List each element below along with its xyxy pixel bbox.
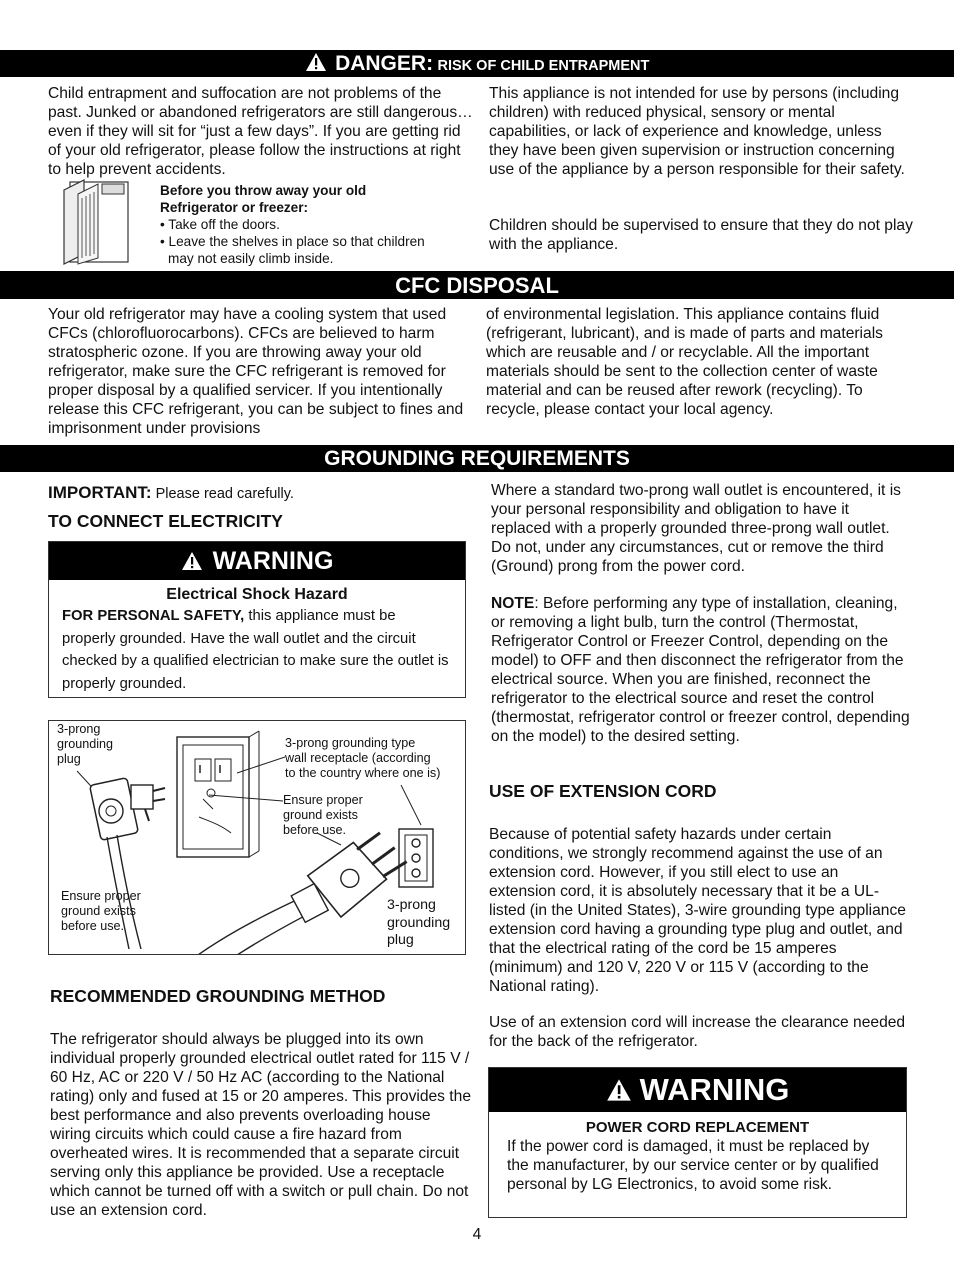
- danger-left-text: Child entrapment and suffocation are not problems of the past. Junked or abandoned refrigerators are still dangerous… even if they will sit for “just a few days”. If you are getting rid of your old refrigerator, please follow the instructions at right to help prevent accidents.: [48, 85, 473, 178]
- note-label: NOTE: [491, 595, 535, 612]
- important-line: [48, 483, 294, 504]
- danger-banner: [0, 50, 954, 77]
- cfc-right-text: of environmental legislation. This appliance contains fluid (refrigerant, lubricant), and is made of parts and materials which are reusable and / or recyclable. All the important materials should be sent to the collection center of waste material and can be reused after rework (recycling). To recycle, please contact your local agency.: [486, 306, 883, 418]
- label-line: Ensure proper: [283, 793, 363, 807]
- warning-bold-lead: FOR PERSONAL SAFETY,: [62, 608, 245, 624]
- label-line: 3-prong: [57, 722, 101, 736]
- warning-title: WARNING: [212, 546, 334, 575]
- label-line: before use.: [61, 919, 125, 933]
- label-line: 3-prong: [387, 897, 436, 913]
- method-text: The refrigerator should always be plugged into its own individual properly grounded electrical outlet rated for 115 V / 60 Hz, AC or 220 V / 50 Hz AC (according to the National rating) only and fused at 15 or 20 amperes. This provides the best performance and also prevents overloading house wiring circuits which could cause a fire hazard from overheated wires. It is recommended that a separate circuit serving only this appliance be provided. Use a receptacle which cannot be turned off with a switch or pull chain. Do not use an extension cord.: [50, 1031, 471, 1219]
- warning-subtitle: POWER CORD REPLACEMENT: [585, 1119, 810, 1136]
- label-line: plug: [387, 932, 414, 948]
- label-line: grounding: [387, 914, 451, 931]
- warning-triangle-icon: [305, 52, 327, 72]
- connect-heading: TO CONNECT ELECTRICITY: [48, 511, 283, 531]
- label-line: 3-prong grounding type: [285, 736, 416, 750]
- important-text: Please read carefully.: [151, 486, 294, 502]
- note-text: : Before performing any type of installation, cleaning, or removing a light bulb, turn the control (Thermostat, Refrigerator Control or Freezer Control, depending on the model) to OFF and then disconnect the refrigerator from the electrical source. When you are finished, reconnect the refrigerator to the electrical source and reset the control (thermostat, refrigerator control or freezer control, depending on the model) to the desired setting.: [491, 595, 910, 745]
- label-3prong-plug-right: [387, 897, 450, 950]
- grounding-title: GROUNDING REQUIREMENTS: [324, 447, 630, 470]
- warning-header: [49, 542, 465, 580]
- warning-header: [489, 1068, 906, 1112]
- page-number: 4: [472, 1226, 482, 1243]
- note-paragraph: [491, 594, 911, 746]
- label-line: wall receptacle (according: [285, 751, 431, 765]
- warning-box-power-cord: [488, 1067, 907, 1218]
- extension-text-1: Because of potential safety hazards under certain conditions, we strongly recommend against the use of an extension cord. However, if you still elect to use an extension cord, it is absolutely necessary that it be a UL-listed (in the United States), 3-wire grounding type appliance extension cord having a grounding type plug and outlet, and that the electrical rating of the cord be 15 amperes (minimum) and 120 V, 220 V or 115 V (according to the National rating).: [489, 826, 906, 995]
- danger-title: DANGER:: [335, 52, 434, 75]
- warning-body: this appliance must be properly grounded. Have the wall outlet and the circuit checked by a qualified electrician to make sure the outlet is properly grounded.: [62, 608, 449, 692]
- bullet-leave-shelves-cont: may not easily climb inside.: [168, 251, 334, 266]
- warning-body: If the power cord is damaged, it must be replaced by the manufacturer, by our service center or by qualified personal by LG Electronics, to avoid some risk.: [507, 1138, 879, 1193]
- extension-heading: USE OF EXTENSION CORD: [489, 781, 717, 801]
- label-line: plug: [57, 752, 81, 766]
- grounding-diagram: [48, 720, 466, 955]
- method-heading: RECOMMENDED GROUNDING METHOD: [50, 986, 386, 1006]
- extension-text-2: Use of an extension cord will increase the clearance needed for the back of the refrigerator.: [489, 1014, 906, 1050]
- label-line: ground exists: [61, 904, 136, 918]
- warning-title: WARNING: [639, 1072, 790, 1107]
- cfc-left-text: Your old refrigerator may have a cooling system that used CFCs (chlorofluorocarbons). CFCs are believed to harm stratospheric ozone. If you are throwing away your old refrigerator, make sure the CFC refrigerant is removed for proper disposal by a qualified servicer. If you intentionally release this CFC refrigerant, you can be subject to fines and imprisonment under provisions: [48, 306, 464, 437]
- label-wall-receptacle: [285, 736, 440, 781]
- warning-triangle-icon: [606, 1078, 632, 1102]
- grounding-right-text-1: Where a standard two-prong wall outlet is encountered, it is your personal responsibility and obligation to have it replaced with a properly grounded three-prong wall outlet. Do not, under any circumstances, cut or remove the third (Ground) prong from the power cord.: [491, 482, 901, 575]
- label-line: grounding: [57, 737, 114, 751]
- label-ensure-ground-bottom: [61, 889, 141, 934]
- label-line: Ensure proper: [61, 889, 141, 903]
- refrigerator-illustration: [60, 178, 142, 266]
- label-3prong-plug-left: [57, 722, 113, 767]
- cfc-title: CFC DISPOSAL: [395, 273, 559, 298]
- warning-triangle-icon: [181, 551, 203, 571]
- danger-right-text-2: Children should be supervised to ensure that they do not play with the appliance.: [489, 217, 913, 253]
- bullet-take-off-doors: • Take off the doors.: [160, 217, 280, 232]
- label-ensure-ground-top: [283, 793, 363, 838]
- label-line: before use.: [283, 823, 347, 837]
- warning-text: [49, 605, 465, 695]
- important-label: IMPORTANT:: [48, 483, 152, 502]
- throw-heading-1: Before you throw away your old: [160, 183, 367, 198]
- label-line: to the country where one is): [285, 766, 441, 780]
- warning-subtitle: Electrical Shock Hazard: [166, 586, 348, 603]
- warning-box-shock: [48, 541, 466, 698]
- label-line: ground exists: [283, 808, 358, 822]
- danger-subtitle: RISK OF CHILD ENTRAPMENT: [437, 58, 650, 74]
- cfc-banner: [0, 271, 954, 299]
- grounding-banner: [0, 445, 954, 472]
- danger-right-text-1: This appliance is not intended for use by persons (including children) with reduced physical, sensory or mental capabilities, or lack of experience and knowledge, unless they have been given supervision or instruction concerning use of the appliance by a person responsible for their safety.: [489, 85, 905, 178]
- bullet-leave-shelves: • Leave the shelves in place so that children: [160, 234, 425, 249]
- throw-heading-2: Refrigerator or freezer:: [160, 200, 309, 215]
